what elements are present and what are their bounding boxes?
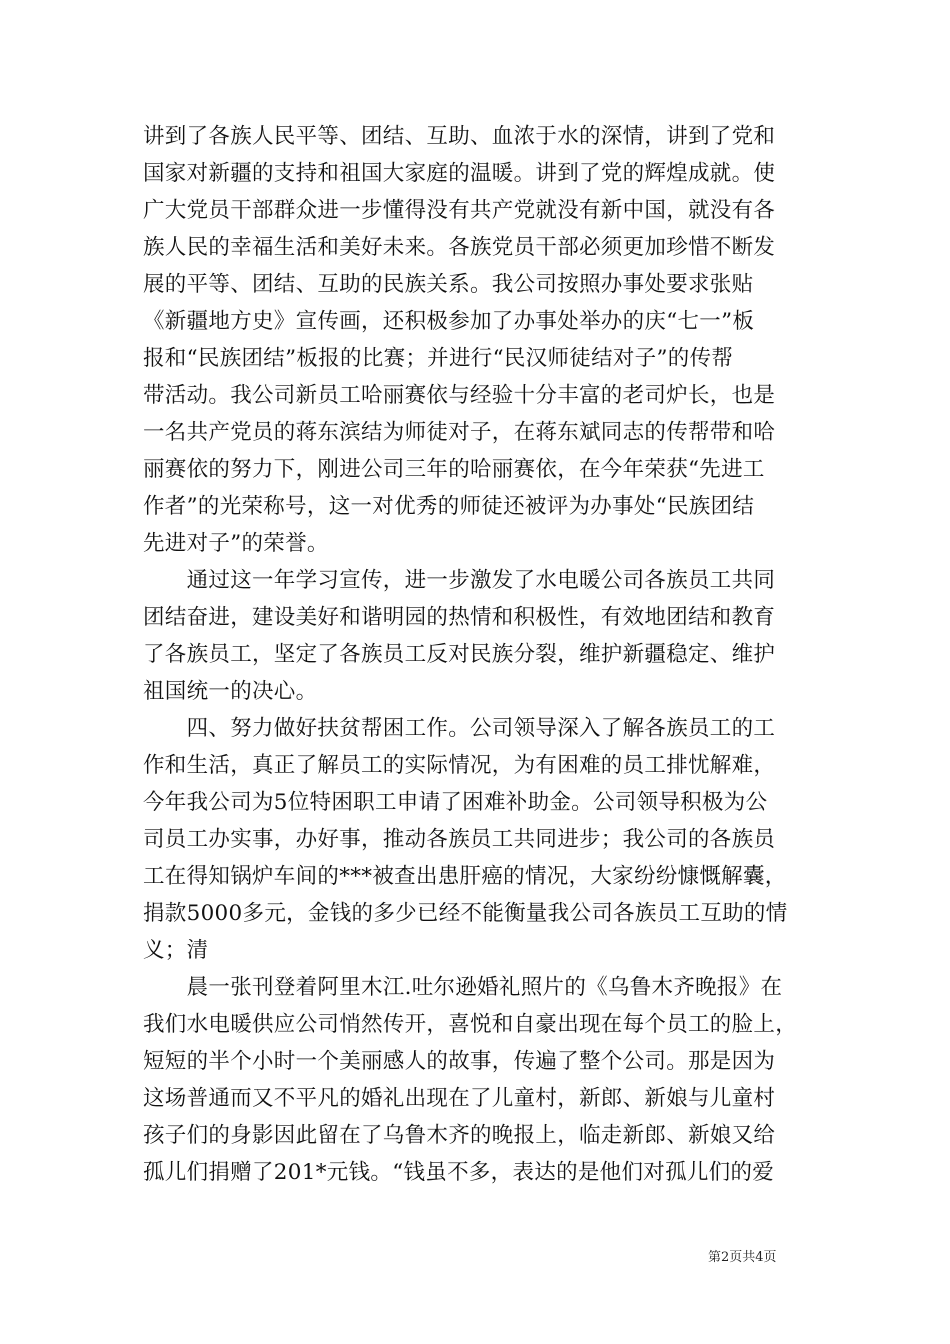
text-line: 展的平等、团结、互助的民族关系。我公司按照办事处要求张贴 [143, 272, 754, 297]
text-line: 广大党员干部群众进一步懂得没有共产党就没有新中国，就没有各 [143, 198, 776, 223]
text-line: 通过这一年学习宣传，进一步激发了水电暖公司各族员工共同 [143, 568, 776, 593]
text-line: 带活动。我公司新员工哈丽赛依与经验十分丰富的老司炉长，也是 [143, 383, 776, 408]
text-line: 我们水电暖供应公司悄然传开，喜悦和自豪出现在每个员工的脸上， [143, 1012, 798, 1037]
text-line: 今年我公司为5位特困职工申请了困难补助金。公司领导积极为公 [143, 790, 768, 815]
text-line: 国家对新疆的支持和祖国大家庭的温暖。讲到了党的辉煌成就。使 [143, 161, 776, 186]
text-line: 团结奋进，建设美好和谐明园的热情和积极性，有效地团结和教育 [143, 605, 776, 630]
text-line: 晨一张刊登着阿里木江.吐尔逊婚礼照片的《乌鲁木齐晚报》在 [143, 975, 783, 1000]
text-line: 义；清 [143, 938, 209, 963]
text-line: 工在得知锅炉车间的***被查出患肝癌的情况，大家纷纷慷慨解囊， [143, 864, 787, 889]
text-line: 捐款5000多元，金钱的多少已经不能衡量我公司各族员工互助的情 [143, 901, 788, 926]
text-line: 作和生活，真正了解员工的实际情况，为有困难的员工排忧解难， [143, 753, 776, 778]
page-number: 第2页共4页 [708, 1250, 777, 1265]
text-line: 这场普通而又不平凡的婚礼出现在了儿童村，新郎、新娘与儿童村 [143, 1086, 776, 1111]
text-line: 讲到了各族人民平等、团结、互助、血浓于水的深情，讲到了党和 [143, 124, 776, 149]
text-line: 四、努力做好扶贫帮困工作。公司领导深入了解各族员工的工 [143, 716, 776, 741]
text-line: 短短的半个小时一个美丽感人的故事，传遍了整个公司。那是因为 [143, 1049, 776, 1074]
text-line: 《新疆地方史》宣传画，还积极参加了办事处举办的庆“七一”板 [143, 309, 755, 334]
text-line: 作者”的光荣称号，这一对优秀的师徒还被评为办事处“民族团结 [143, 494, 755, 519]
text-line: 孩子们的身影因此留在了乌鲁木齐的晚报上，临走新郎、新娘又给 [143, 1123, 776, 1148]
text-line: 报和“民族团结”板报的比赛；并进行“民汉师徒结对子”的传帮 [143, 346, 734, 371]
text-line: 丽赛依的努力下，刚进公司三年的哈丽赛依，在今年荣获“先进工 [143, 457, 765, 482]
text-line: 司员工办实事，办好事，推动各族员工共同进步；我公司的各族员 [143, 827, 776, 852]
text-line: 了各族员工，坚定了各族员工反对民族分裂，维护新疆稳定、维护 [143, 642, 776, 667]
body-text [143, 118, 813, 1191]
text-line: 先进对子”的荣誉。 [143, 531, 329, 556]
text-line: 族人民的幸福生活和美好未来。各族党员干部必须更加珍惜不断发 [143, 235, 776, 260]
text-line: 一名共产党员的蒋东滨结为师徒对子，在蒋东斌同志的传帮带和哈 [143, 420, 776, 445]
text-line: 孤儿们捐赠了201*元钱。“钱虽不多，表达的是他们对孤儿们的爱 [143, 1160, 775, 1185]
text-line: 祖国统一的决心。 [143, 679, 318, 704]
